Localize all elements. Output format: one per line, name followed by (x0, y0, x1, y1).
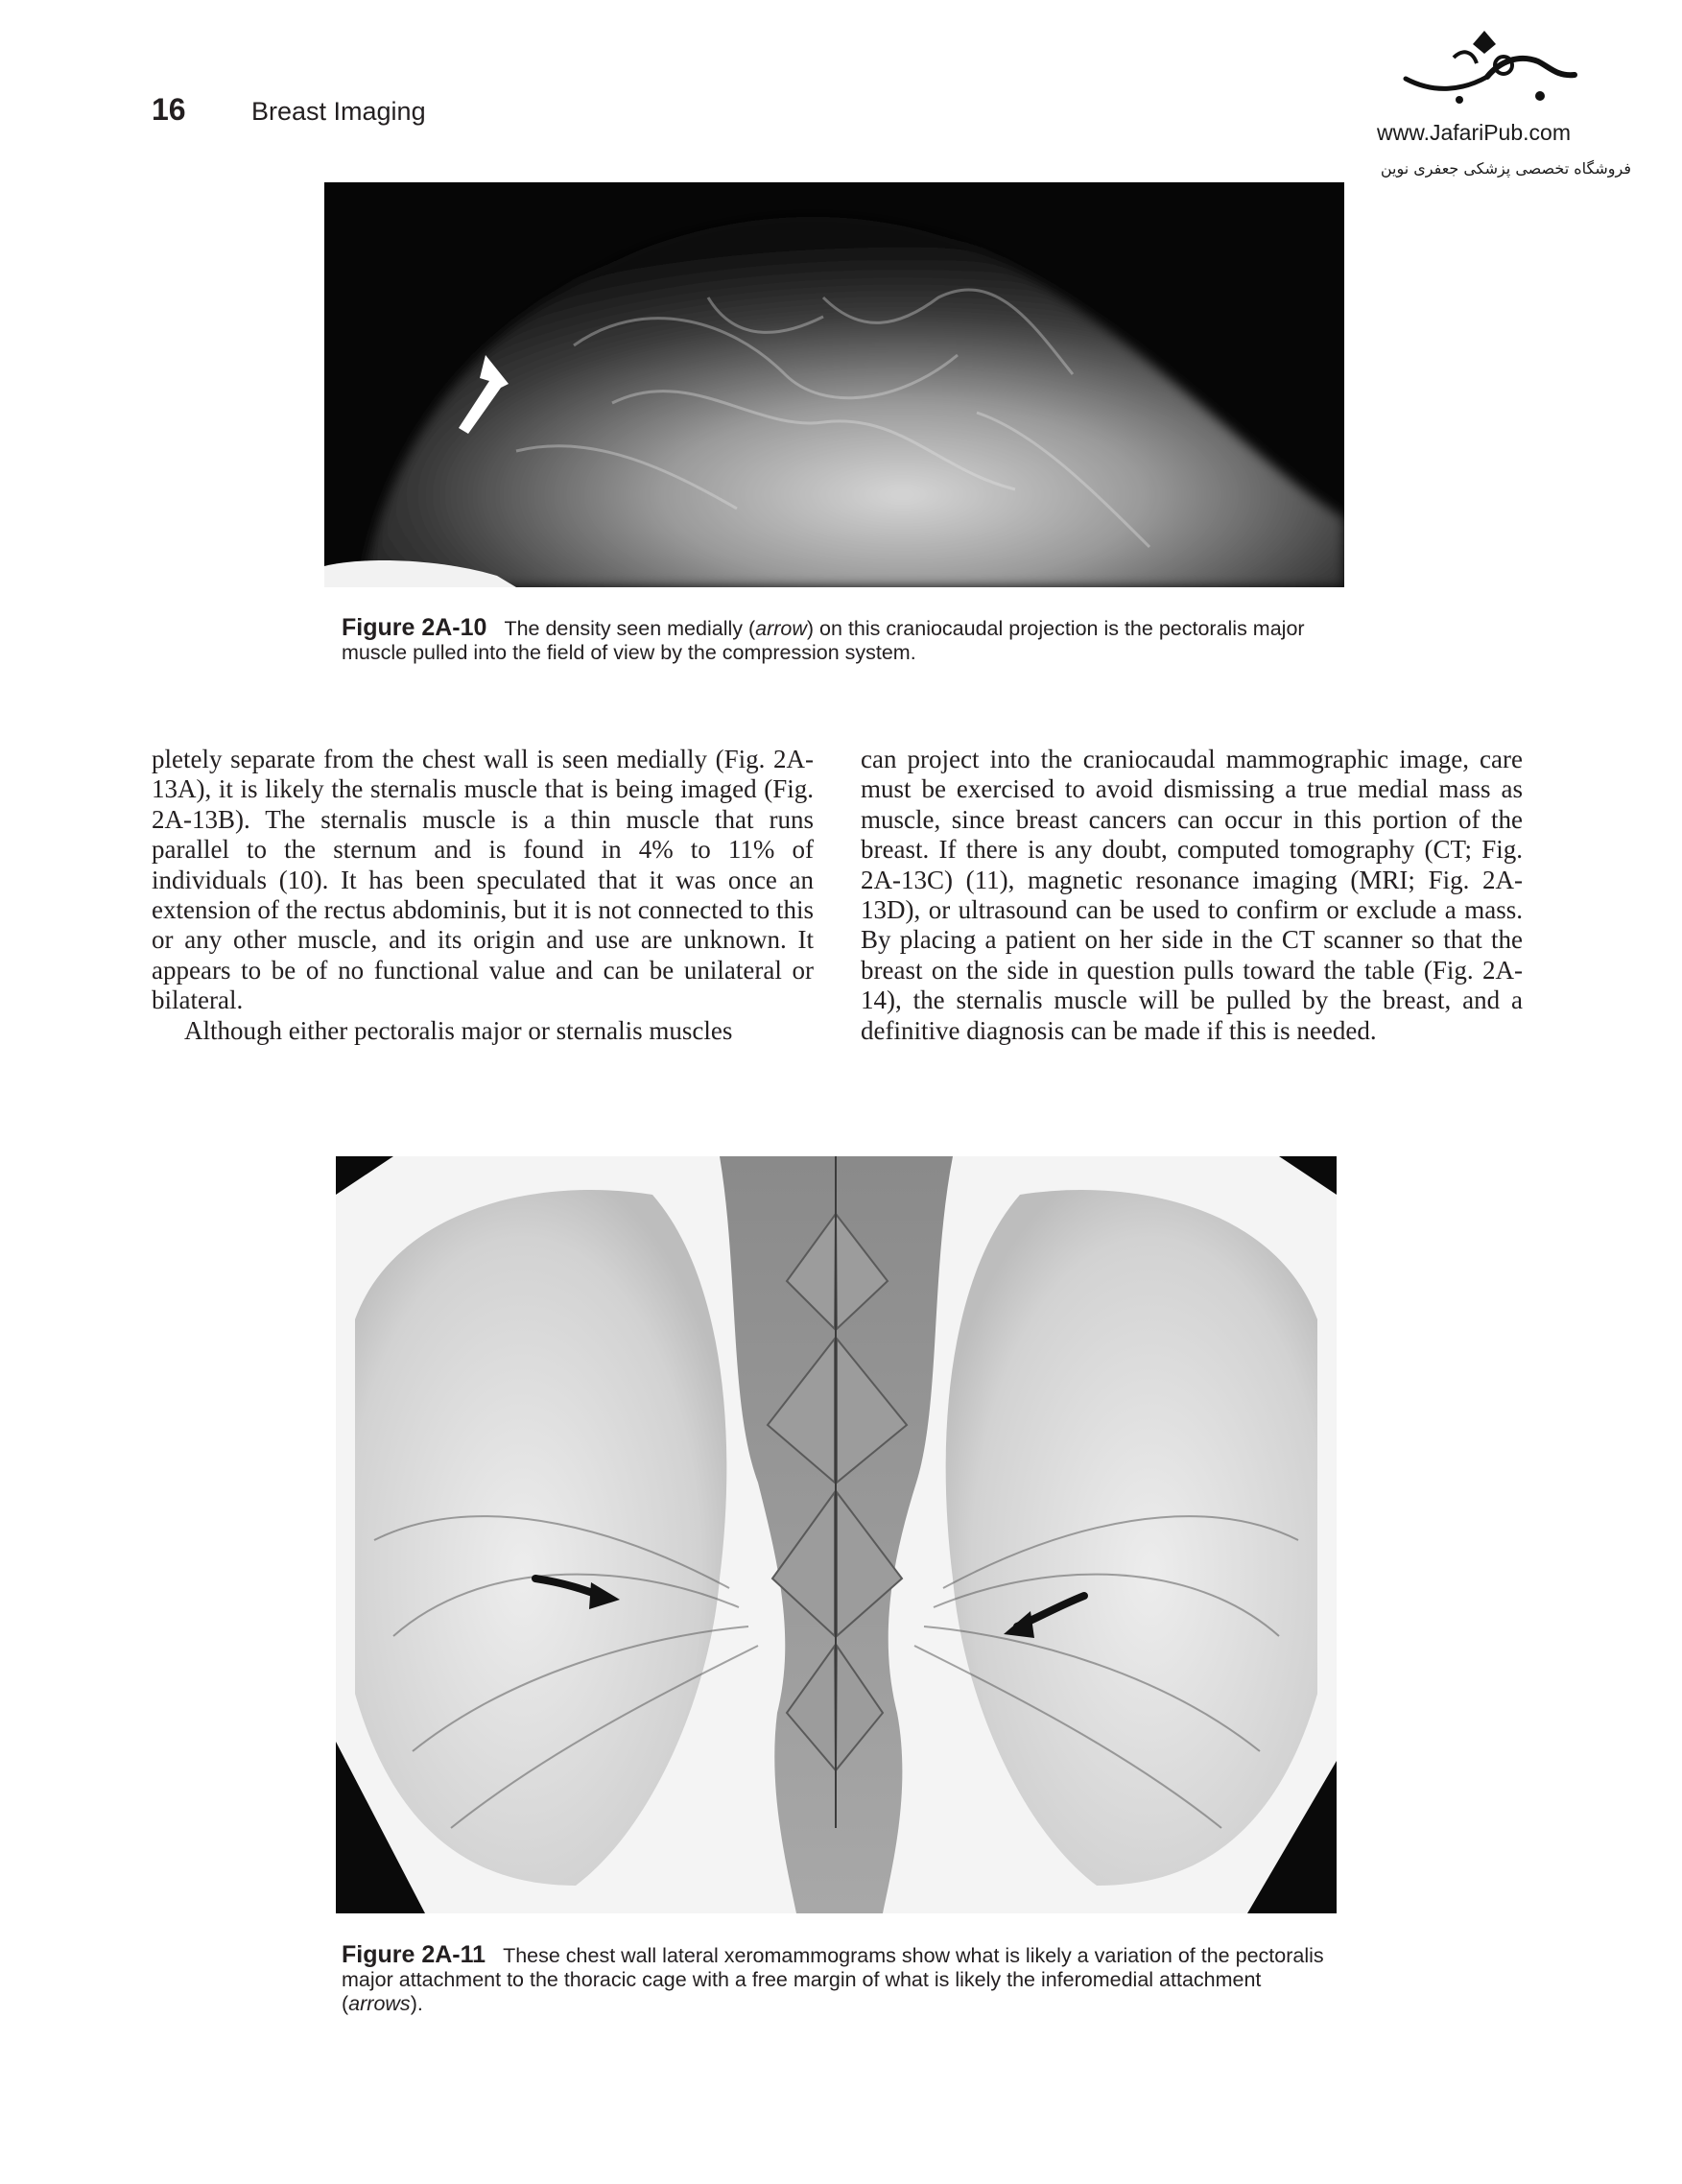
caption-text: ). (410, 1992, 423, 2015)
page-number: 16 (152, 92, 186, 127)
body-column-left (152, 745, 814, 1046)
body-column-right (861, 745, 1523, 1046)
caption-emphasis: arrows (348, 1992, 411, 2015)
publisher-url: www.JafariPub.com (1377, 120, 1571, 145)
body-paragraph: pletely separate from the chest wall is seen medially (Fig. 2A-13A), it is likely the sternalis muscle that is being imaged (Fig. 2A-13B). The sternalis muscle is a thin muscle that runs parallel to the sternum and is found in 4% to 11% of individuals (10). It has been speculated that it was once an extension of the rectus abdominis, but it is not connected to this or any other muscle, and its origin and use are unknown. It appears to be of no functional value and can be unilateral or bilateral. (152, 745, 814, 1015)
figure-2a-10-caption (342, 616, 1339, 665)
figure-2a-11-caption (342, 1943, 1339, 2016)
caption-text: ) on this craniocaudal projection is the pectoralis major muscle pulled into the field of view by the compression system. (342, 617, 1305, 664)
caption-text: These chest wall lateral xeromammograms show what is likely a variation of the pectoralis major attachment to the thoracic cage with a free margin of what is likely the inferomedial attachment ( (342, 1944, 1324, 2015)
running-head: Breast Imaging (251, 97, 426, 126)
body-paragraph: can project into the craniocaudal mammographic image, care must be exercised to avoid dismissing a true medial mass as muscle, since breast cancers can occur in this portion of the breast. If there is any doubt, computed tomography (CT; Fig. 2A-13C) (11), magnetic resonance imaging (MRI; Fig. 2A-13D), or ultrasound can be used to confirm or exclude a mass. By placing a patient on her side in the CT scanner so that the breast on the side in question pulls toward the table (Fig. 2A-14), the sternalis muscle will be pulled by the breast, and a definitive diagnosis can be made if this is needed. (861, 745, 1523, 1045)
publisher-logo (1353, 19, 1631, 182)
publisher-tagline: فروشگاه تخصصی پزشکی جعفری نوین (1380, 159, 1631, 178)
figure-2a-11-xeromammogram (336, 1156, 1337, 1913)
figure-label: Figure 2A-10 (342, 614, 487, 641)
body-paragraph: Although either pectoralis major or sternalis muscles (184, 1015, 733, 1045)
figure-label: Figure 2A-11 (342, 1941, 486, 1968)
caption-emphasis: arrow (755, 617, 807, 640)
calligraphy-logo-icon (1396, 19, 1588, 115)
caption-text: The density seen medially ( (504, 617, 756, 640)
figure-2a-10-mammogram (324, 182, 1344, 587)
